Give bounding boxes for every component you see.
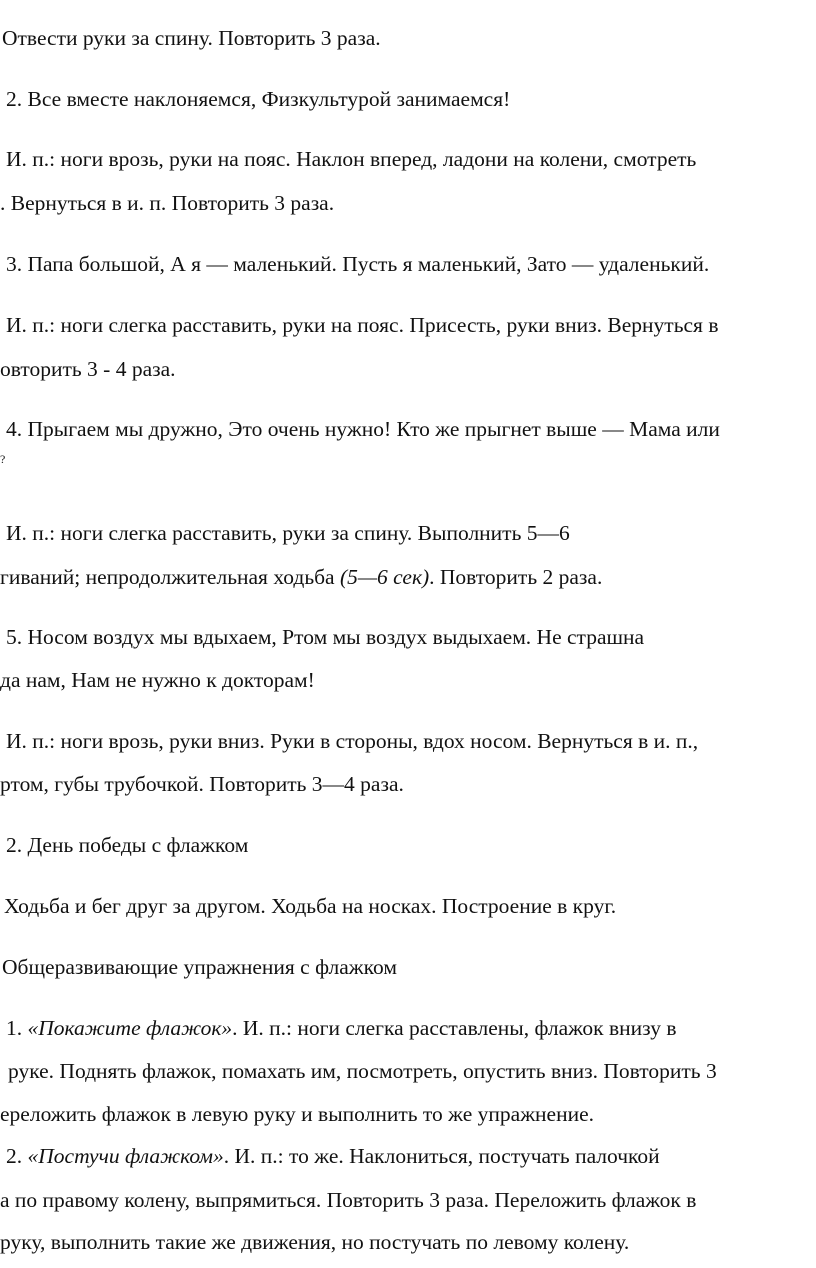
text-segment: ртом, губы трубочкой. Повторить 3—4 раза. xyxy=(0,772,404,796)
text-line xyxy=(6,416,720,442)
text-line xyxy=(0,452,5,466)
italic-segment: «Постучи флажком» xyxy=(27,1144,224,1168)
text-line xyxy=(4,893,616,919)
text-segment: . Вернуться в и. п. Повторить 3 раза. xyxy=(0,191,335,215)
text-segment: И. п.: ноги слегка расставить, руки за спину. Выполнить 5—6 xyxy=(6,521,570,545)
text-segment: 2. xyxy=(6,1144,28,1168)
text-segment: . И. п.: то же. Наклониться, постучать палочкой xyxy=(223,1144,660,1168)
text-line xyxy=(8,1058,717,1084)
text-segment: руке. Поднять флажок, помахать им, посмотреть, опустить вниз. Повторить 3 xyxy=(8,1059,717,1083)
text-line xyxy=(6,728,698,754)
text-line xyxy=(0,190,334,216)
text-segment: руку, выполнить такие же движения, но постучать по левому колену. xyxy=(0,1230,630,1254)
text-line xyxy=(6,1015,676,1041)
text-segment: ереложить флажок в левую руку и выполнить то же упражнение. xyxy=(0,1102,595,1126)
text-segment: 2. День победы с флажком xyxy=(6,833,249,857)
text-segment: И. п.: ноги врозь, руки на пояс. Наклон вперед, ладони на колени, смотреть xyxy=(6,147,697,171)
text-segment: 4. Прыгаем мы дружно, Это очень нужно! Кто же прыгнет выше — Мама или xyxy=(6,417,720,441)
text-segment: . И. п.: ноги слегка расставлены, флажок внизу в xyxy=(232,1016,677,1040)
text-segment: 5. Носом воздух мы вдыхаем, Ртом мы воздух выдыхаем. Не страшна xyxy=(6,625,645,649)
text-line xyxy=(6,312,718,338)
text-segment: Общеразвивающие упражнения с флажком xyxy=(2,955,397,979)
text-segment: Отвести руки за спину. Повторить 3 раза. xyxy=(2,26,381,50)
text-line xyxy=(0,1101,594,1127)
text-segment: 2. Все вместе наклоняемся, Физкультурой занимаемся! xyxy=(6,87,511,111)
text-segment: а по правому колену, выпрямиться. Повторить 3 раза. Переложить флажок в xyxy=(0,1188,697,1212)
text-segment: овторить 3 - 4 раза. xyxy=(0,357,176,381)
text-line xyxy=(0,564,602,590)
text-line xyxy=(0,1187,696,1213)
text-line xyxy=(6,832,248,858)
italic-segment: «Покажите флажок» xyxy=(27,1016,233,1040)
text-line xyxy=(6,146,696,172)
text-segment: . Повторить 2 раза. xyxy=(429,565,603,589)
text-segment: 1. xyxy=(6,1016,28,1040)
text-line xyxy=(2,954,397,980)
text-segment: да нам, Нам не нужно к докторам! xyxy=(0,668,315,692)
text-segment: гиваний; непродолжительная ходьба xyxy=(0,565,340,589)
text-line xyxy=(0,667,315,693)
text-line xyxy=(6,86,510,112)
text-line xyxy=(0,771,404,797)
text-line xyxy=(6,251,709,277)
text-line xyxy=(6,624,644,650)
text-line xyxy=(0,1229,629,1255)
text-segment: Ходьба и бег друг за другом. Ходьба на носках. Построение в круг. xyxy=(4,894,617,918)
text-segment: И. п.: ноги врозь, руки вниз. Руки в стороны, вдох носом. Вернуться в и. п., xyxy=(6,729,699,753)
text-line xyxy=(0,356,176,382)
text-line xyxy=(6,520,570,546)
text-line xyxy=(6,1143,660,1169)
italic-segment: (5—6 сек) xyxy=(339,565,430,589)
text-segment: ? xyxy=(0,452,6,466)
text-segment: И. п.: ноги слегка расставить, руки на пояс. Присесть, руки вниз. Вернуться в xyxy=(6,313,719,337)
text-segment: 3. Папа большой, А я — маленький. Пусть я маленький, Зато — удаленький. xyxy=(6,252,710,276)
text-line xyxy=(2,25,381,51)
